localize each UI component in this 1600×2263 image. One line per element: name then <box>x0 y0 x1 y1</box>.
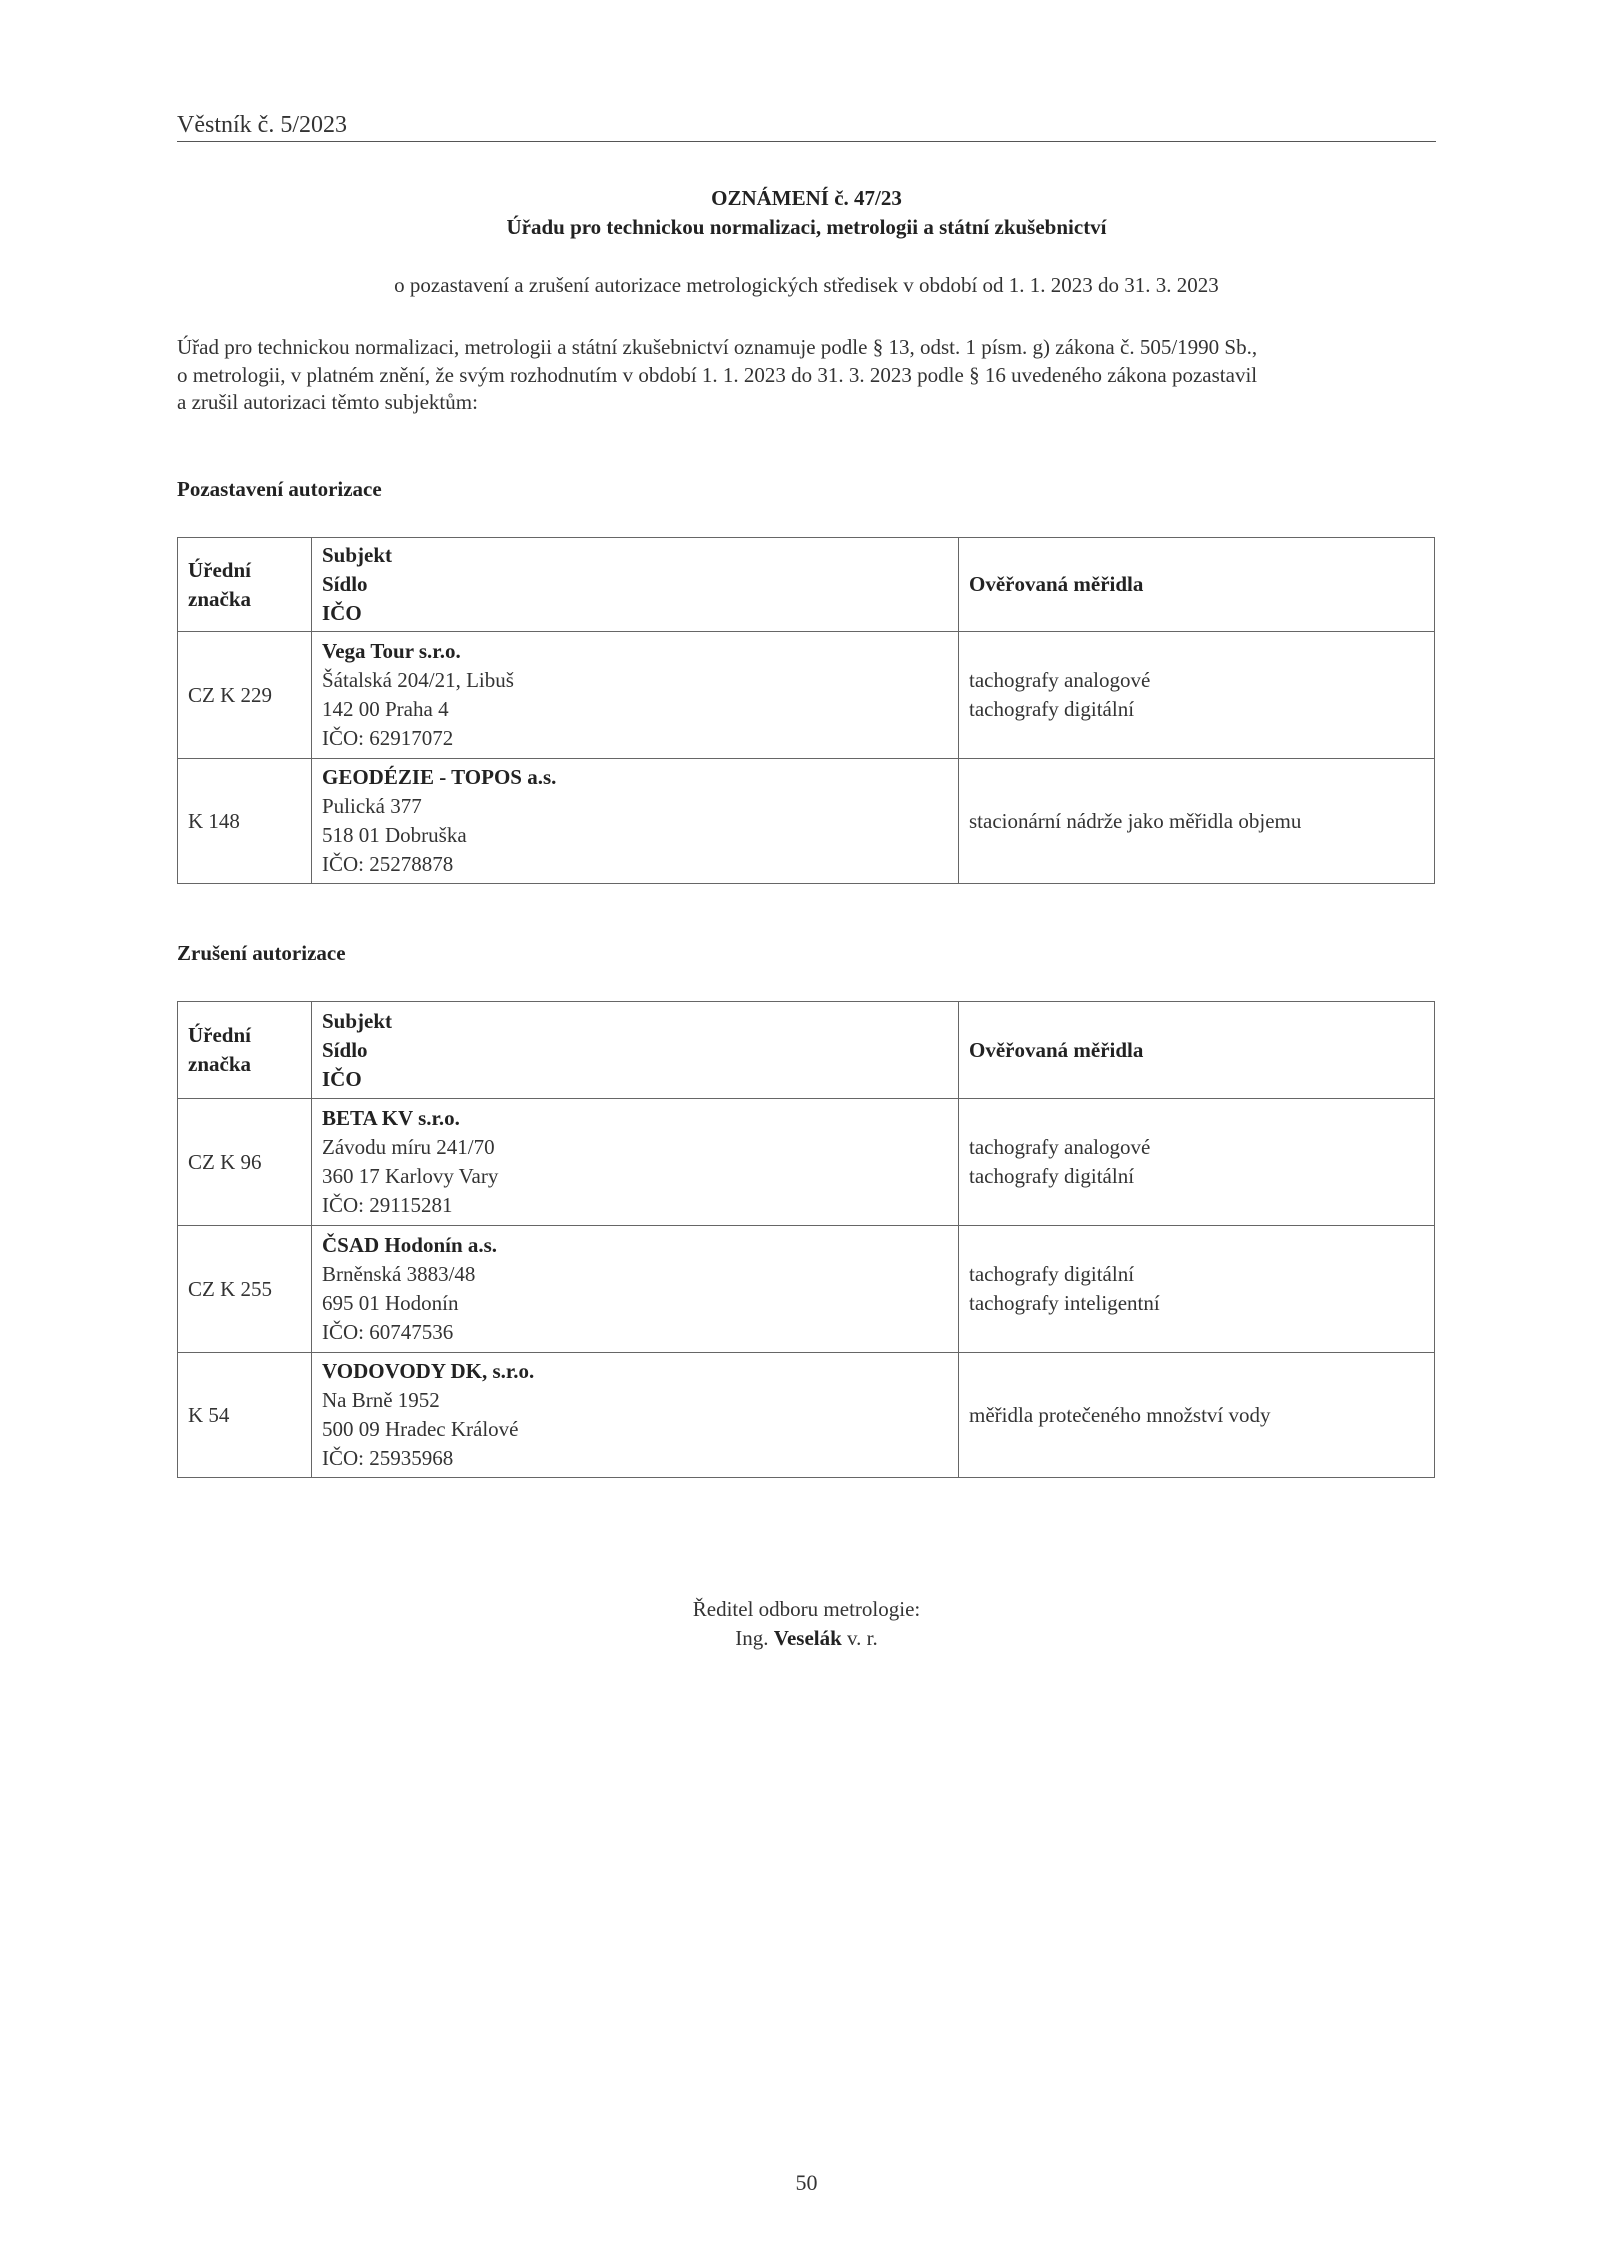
subject-street: Na Brně 1952 <box>322 1388 440 1412</box>
instrument: tachografy digitální <box>969 1164 1135 1188</box>
instruments-cell <box>959 632 1435 759</box>
cancellation-table <box>177 1001 1435 1478</box>
subject-ico: IČO: 25935968 <box>322 1446 454 1470</box>
signature-name <box>177 1626 1436 1651</box>
header-instruments: Ověřovaná měřidla <box>959 1002 1435 1099</box>
subject-cell <box>312 759 959 884</box>
subject-cell <box>312 1099 959 1226</box>
subject-cell <box>312 632 959 759</box>
journal-header: Věstník č. 5/2023 <box>177 112 1436 142</box>
header-subject: Subjekt Sídlo IČO <box>312 538 959 632</box>
subject-ico: IČO: 29115281 <box>322 1193 453 1217</box>
table-row <box>178 1353 1435 1478</box>
suspension-table <box>177 537 1435 884</box>
page-number: 50 <box>795 2170 818 2195</box>
official-mark: K 148 <box>178 759 312 884</box>
instruments-cell <box>959 1226 1435 1353</box>
official-mark: K 54 <box>178 1353 312 1478</box>
subject-name: Vega Tour s.r.o. <box>322 639 461 663</box>
header-mark: Úřední značka <box>178 538 312 632</box>
header-instruments: Ověřovaná měřidla <box>959 538 1435 632</box>
table-header-row <box>178 538 1435 632</box>
instruments-cell <box>959 759 1435 884</box>
table-row <box>178 1226 1435 1353</box>
intro-line: a zrušil autorizaci těmto subjektům: <box>177 390 478 414</box>
subject-name: ČSAD Hodonín a.s. <box>322 1233 498 1257</box>
official-mark: CZ K 96 <box>178 1099 312 1226</box>
intro-line: Úřad pro technickou normalizaci, metrologii a státní zkušebnictví oznamuje podle § 13, odst. 1 písm. g) zákona č. 505/1990 Sb., <box>177 335 1258 359</box>
suspension-heading: Pozastavení autorizace <box>177 477 382 501</box>
header-subject: Subjekt Sídlo IČO <box>312 1002 959 1099</box>
subject-city: 695 01 Hodonín <box>322 1291 459 1315</box>
instruments-cell <box>959 1099 1435 1226</box>
signature-suffix: v. r. <box>847 1626 878 1650</box>
subject-street: Brněnská 3883/48 <box>322 1262 476 1286</box>
instruments-cell <box>959 1353 1435 1478</box>
notice-number: OZNÁMENÍ č. 47/23 <box>711 186 902 210</box>
intro-line: o metrologii, v platném znění, že svým rozhodnutím v období 1. 1. 2023 do 31. 3. 2023 podle § 16 uvedeného zákona pozastavil <box>177 362 1258 387</box>
subject-city: 518 01 Dobruška <box>322 823 467 847</box>
instrument: tachografy digitální <box>969 1262 1135 1286</box>
instrument: měřidla protečeného množství vody <box>969 1402 1271 1427</box>
table-header-row <box>178 1002 1435 1099</box>
table-row <box>178 759 1435 884</box>
notice-issuer: Úřadu pro technickou normalizaci, metrologii a státní zkušebnictví <box>506 215 1107 239</box>
instrument: tachografy analogové <box>969 668 1151 692</box>
signature-surname: Veselák <box>773 1626 842 1650</box>
signature-title: Ing. <box>735 1626 769 1650</box>
subject-ico: IČO: 25278878 <box>322 852 454 876</box>
instrument: tachografy digitální <box>969 697 1135 721</box>
official-mark: CZ K 229 <box>178 632 312 759</box>
subject-street: Šátalská 204/21, Libuš <box>322 668 514 692</box>
table-row <box>178 1099 1435 1226</box>
subject-cell <box>312 1353 959 1478</box>
header-mark: Úřední značka <box>178 1002 312 1099</box>
instrument: tachografy analogové <box>969 1135 1151 1159</box>
subject-ico: IČO: 60747536 <box>322 1320 454 1344</box>
table-row <box>178 632 1435 759</box>
subject-city: 142 00 Praha 4 <box>322 697 449 721</box>
subject-name: GEODÉZIE - TOPOS a.s. <box>322 765 557 789</box>
signature-role: Ředitel odboru metrologie: <box>692 1597 921 1621</box>
notice-subject: o pozastavení a zrušení autorizace metrologických středisek v období od 1. 1. 2023 do 31. 3. 2023 <box>394 273 1219 297</box>
subject-street: Pulická 377 <box>322 794 422 818</box>
subject-city: 360 17 Karlovy Vary <box>322 1164 499 1188</box>
subject-city: 500 09 Hradec Králové <box>322 1417 519 1441</box>
subject-cell <box>312 1226 959 1353</box>
intro-paragraph <box>177 334 1436 417</box>
cancellation-heading: Zrušení autorizace <box>177 941 346 965</box>
instrument: stacionární nádrže jako měřidla objemu <box>969 808 1302 833</box>
subject-street: Závodu míru 241/70 <box>322 1135 495 1159</box>
instrument: tachografy inteligentní <box>969 1291 1160 1315</box>
subject-name: BETA KV s.r.o. <box>322 1106 460 1130</box>
subject-name: VODOVODY DK, s.r.o. <box>322 1359 535 1383</box>
official-mark: CZ K 255 <box>178 1226 312 1353</box>
subject-ico: IČO: 62917072 <box>322 726 454 750</box>
